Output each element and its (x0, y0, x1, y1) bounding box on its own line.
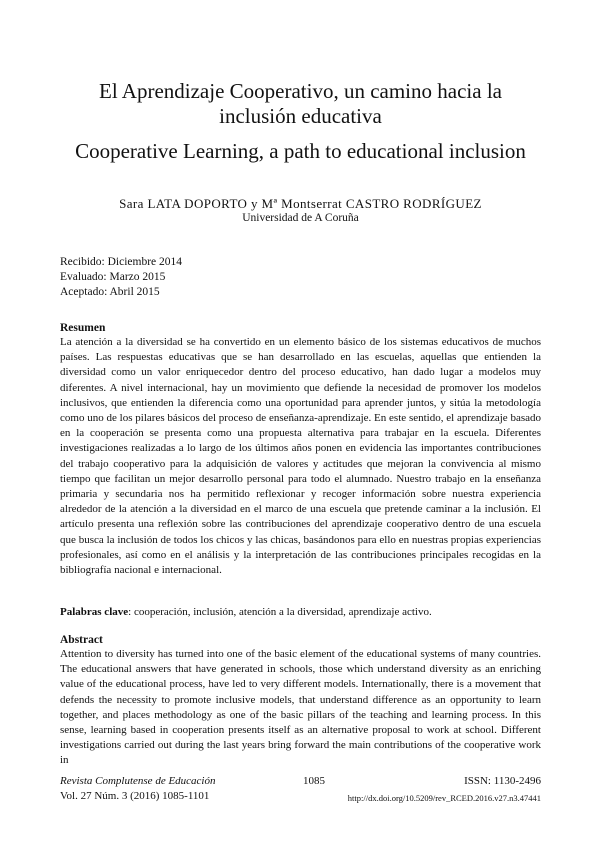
date-received: Recibido: Diciembre 2014 (60, 256, 182, 268)
volume-info: Vol. 27 Núm. 3 (2016) 1085-1101 (60, 790, 210, 802)
resumen-text: La atención a la diversidad se ha convertido en un elemento básico de los sistemas educativos de muchos países. Las respuestas educativas que se han desarrollado en las escuelas, aquellas que entienden la diversidad como un valor enriquecedor dentro del proceso educativo, han dado lugar a modelos muy diferentes. A nivel internacional, hay un movimiento que defiende la necesidad de promover los modelos inclusivos, que entienden la diferencia como una oportunidad para aprender juntos, y sitúa la metodología como uno de los pilares básicos del proceso de enseñanza-aprendizaje. En este sentido, el aprendizaje basado en la cooperación se presenta como una propuesta alternativa para trabajar en la escuela. Diferentes investigaciones realizadas a lo largo de los últimos años ponen en evidencia las importantes contribuciones del trabajo cooperativo para la adquisición de valores y actitudes que mejoran la convivencia al mismo tiempo que facilitan un mejor desarrollo personal para todo el alumnado. Nuestro trabajo en la enseñanza primaria y secundaria nos ha permitido reflexionar y recoger información sobre nuestra experiencia alrededor de la atención a la diversidad en el marco de una escuela que pretende caminar a la inclusión. El artículo presenta una reflexión sobre las contribuciones del aprendizaje cooperativo dentro de una escuela que busca la inclusión de todos los chicos y las chicas, basándonos para ello en nuestras propias experiencias profesionales, así como en el análisis y la interpretación de las contribuciones principales recogidas en la bibliografía nacional e internacional. (60, 336, 541, 577)
abstract-heading: Abstract (60, 634, 103, 646)
page-number: 1085 (303, 775, 325, 787)
keywords-text: : cooperación, inclusión, atención a la diversidad, aprendizaje activo. (128, 606, 432, 618)
title-english: Cooperative Learning, a path to educational inclusion (75, 139, 526, 163)
title-spanish: El Aprendizaje Cooperativo, un camino hacia la inclusión educativa (99, 79, 502, 128)
authors: Sara LATA DOPORTO y Mª Montserrat CASTRO RODRÍGUEZ (119, 196, 482, 211)
journal-name: Revista Complutense de Educación (60, 775, 216, 787)
resumen-heading: Resumen (60, 322, 106, 334)
affiliation: Universidad de A Coruña (242, 212, 359, 224)
doi-link[interactable]: http://dx.doi.org/10.5209/rev_RCED.2016.v27.n3.47441 (347, 793, 541, 803)
publication-dates (60, 255, 182, 300)
issn: ISSN: 1130-2496 (464, 775, 541, 787)
keywords-label: Palabras clave (60, 606, 129, 618)
keywords (60, 605, 541, 620)
date-evaluated: Evaluado: Marzo 2015 (60, 271, 166, 283)
date-accepted: Aceptado: Abril 2015 (60, 286, 160, 298)
abstract-text: Attention to diversity has turned into one of the basic element of the educational systems of many countries. The educational answers that have generated in schools, those which understand diversity as an enriching value of the educational process, have led to very different models. Internationally, there is a movement that defends the necessity to promote inclusive models, that understand difference as an opportunity to learn together, and places methodology as one of the basic pillars of the teaching and learning process. In this sense, learning based in cooperation presents itself as an alternative proposal to work at school. Different investigations carried out during the last years bring forward the main contributions of the cooperative work in (60, 648, 541, 767)
